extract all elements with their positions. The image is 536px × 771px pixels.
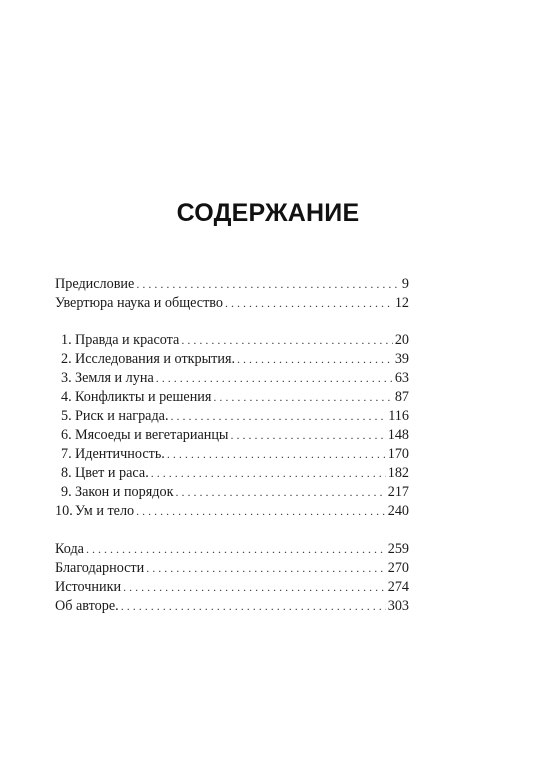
toc-chapter-1[interactable] xyxy=(55,331,409,350)
toc-page-number: 217 xyxy=(387,484,409,500)
toc-chapter-number: 5. xyxy=(61,408,72,424)
toc-chapter-8[interactable] xyxy=(55,464,409,483)
toc-chapter-9[interactable] xyxy=(55,483,409,502)
toc-entry-title: Мясоеды и вегетарианцы xyxy=(75,427,229,443)
toc-leader-dots xyxy=(237,350,393,369)
toc-page-number: 116 xyxy=(388,408,409,424)
toc-chapter-2[interactable] xyxy=(55,350,409,369)
toc-entry-coda[interactable] xyxy=(55,540,409,559)
toc-chapter-number: 10. xyxy=(55,503,73,519)
toc-chapter-10[interactable] xyxy=(55,502,409,521)
toc-leader-dots xyxy=(181,331,392,350)
toc-front-matter xyxy=(55,275,409,313)
toc-entry-title: Предисловие xyxy=(55,276,135,292)
toc-leader-dots xyxy=(213,388,392,407)
toc-page-number: 20 xyxy=(394,332,409,348)
toc-entry-title: Кода xyxy=(55,541,84,557)
toc-entry-acknowledgements[interactable] xyxy=(55,559,409,578)
toc-chapter-number: 6. xyxy=(61,427,72,443)
toc-leader-dots xyxy=(225,294,393,313)
toc-page-number: 63 xyxy=(394,370,409,386)
toc-chapter-number: 1. xyxy=(61,332,72,348)
toc-entry-sources[interactable] xyxy=(55,578,409,597)
toc-leader-dots xyxy=(136,275,400,294)
toc-entry-title: Закон и порядок xyxy=(75,484,174,500)
toc-leader-dots xyxy=(156,369,393,388)
toc-page-number: 39 xyxy=(394,351,409,367)
toc-page-number: 259 xyxy=(387,541,409,557)
toc-entry-title: Земля и луна xyxy=(75,370,154,386)
toc-entry-title: Правда и красота xyxy=(75,332,180,348)
toc-page-number: 87 xyxy=(394,389,409,405)
toc-leader-dots xyxy=(123,578,386,597)
toc-chapter-number: 7. xyxy=(61,446,72,462)
toc-chapter-3[interactable] xyxy=(55,369,409,388)
toc-page-number: 274 xyxy=(387,579,409,595)
toc-leader-dots xyxy=(151,464,386,483)
toc-back-matter xyxy=(55,540,409,616)
toc-chapter-number: 2. xyxy=(61,351,72,367)
page-title: СОДЕРЖАНИЕ xyxy=(176,199,360,227)
toc-page-number: 182 xyxy=(387,465,409,481)
toc-leader-dots xyxy=(230,426,385,445)
toc-entry-title: Источники xyxy=(55,579,122,595)
toc-entry-title: Риск и награда. xyxy=(75,408,169,424)
toc-chapter-5[interactable] xyxy=(55,407,409,426)
toc-chapter-6[interactable] xyxy=(55,426,409,445)
toc-leader-dots xyxy=(146,559,385,578)
toc-entry-preface[interactable] xyxy=(55,275,409,294)
toc-page-number: 12 xyxy=(394,295,409,311)
toc-leader-dots xyxy=(175,483,385,502)
toc-page-number: 9 xyxy=(401,276,409,292)
toc-chapter-7[interactable] xyxy=(55,445,409,464)
toc-chapter-number: 4. xyxy=(61,389,72,405)
toc-leader-dots xyxy=(167,445,386,464)
toc-chapters xyxy=(55,331,409,521)
toc-entry-title: Благодарности xyxy=(55,560,145,576)
toc-entry-about-author[interactable] xyxy=(55,597,409,616)
toc-entry-title: Идентичность. xyxy=(75,446,165,462)
toc-entry-title: Цвет и раса. xyxy=(75,465,149,481)
toc-leader-dots xyxy=(121,597,386,616)
toc-entry-title: Ум и тело xyxy=(75,503,135,519)
toc-entry-title: Об авторе. xyxy=(55,598,119,614)
toc-page-number: 148 xyxy=(387,427,409,443)
toc-chapter-number: 9. xyxy=(61,484,72,500)
toc-page-number: 240 xyxy=(387,503,409,519)
toc-chapter-number: 8. xyxy=(61,465,72,481)
toc-leader-dots xyxy=(86,540,386,559)
toc-entry-title: Конфликты и решения xyxy=(75,389,212,405)
toc-entry-title: Увертюра наука и общество xyxy=(55,295,224,311)
toc-leader-dots xyxy=(136,502,386,521)
toc-chapter-4[interactable] xyxy=(55,388,409,407)
toc-page-number: 270 xyxy=(387,560,409,576)
toc-chapter-number: 3. xyxy=(61,370,72,386)
toc-entry-overture[interactable] xyxy=(55,294,409,313)
toc-entry-title: Исследования и открытия. xyxy=(75,351,236,367)
toc-leader-dots xyxy=(171,407,387,426)
toc-page-number: 170 xyxy=(387,446,409,462)
toc-page-number: 303 xyxy=(387,598,409,614)
